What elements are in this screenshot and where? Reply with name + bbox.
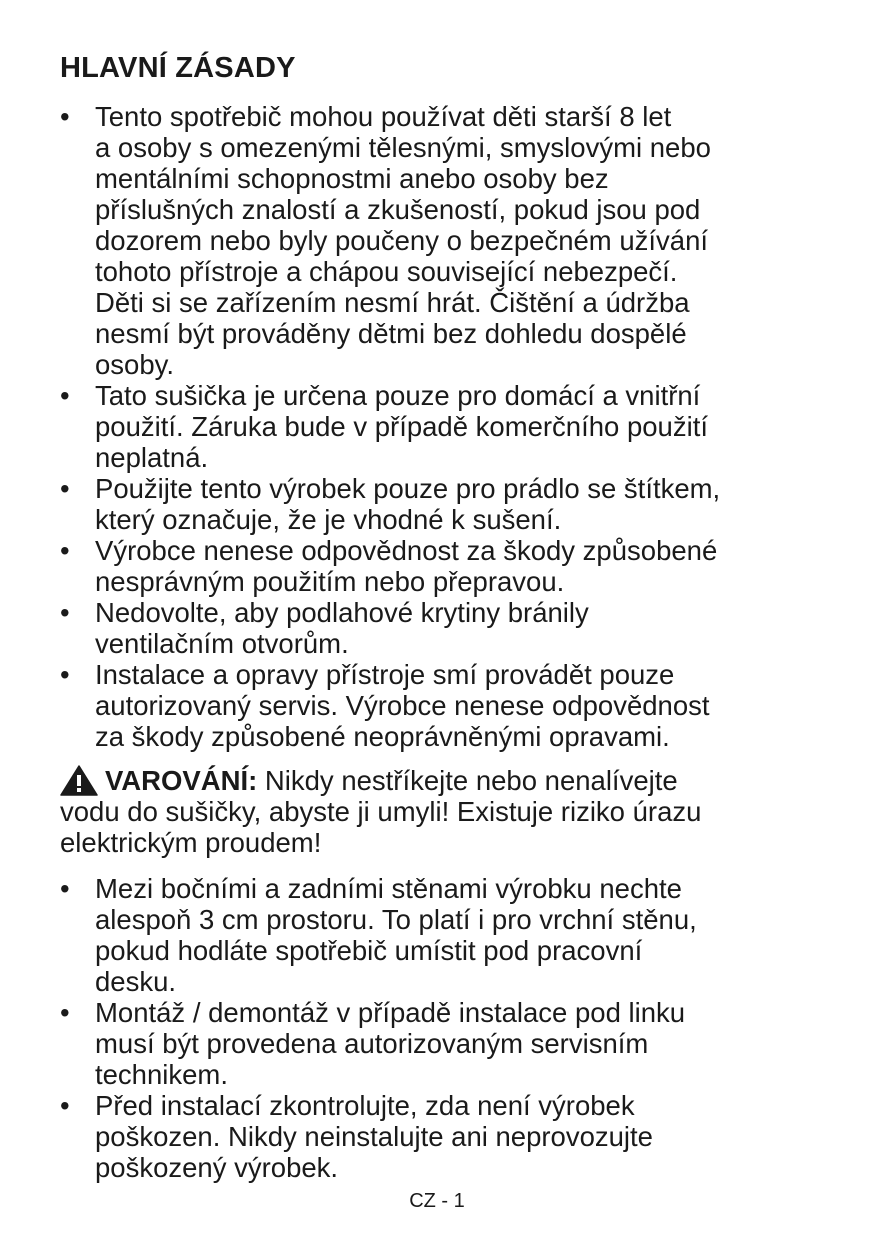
line: technikem. [95, 1059, 228, 1090]
warning-notice [60, 765, 840, 858]
page-heading: HLAVNÍ ZÁSADY [60, 52, 296, 84]
list-item [60, 659, 840, 752]
line: a osoby s omezenými tělesnými, smyslovými nebo [95, 132, 711, 163]
line: Děti si se zařízením nesmí hrát. Čištění a údržba [95, 287, 690, 318]
line: mentálními schopnostmi anebo osoby bez [95, 163, 609, 194]
line: ventilačním otvorům. [95, 628, 349, 659]
safety-list-1 [60, 101, 840, 752]
line: poškozený výrobek. [95, 1152, 339, 1183]
line: neplatná. [95, 442, 209, 473]
list-item [60, 1090, 840, 1183]
line: dozorem nebo byly poučeny o bezpečném užívání [95, 225, 709, 256]
line: Nedovolte, aby podlahové krytiny bránily [95, 597, 589, 628]
bullet-icon: • [60, 997, 70, 1028]
line: za škody způsobené neoprávněnými opravami. [95, 721, 670, 752]
line: osoby. [95, 349, 174, 380]
list-item [60, 997, 840, 1090]
list-item [60, 380, 840, 473]
bullet-icon: • [60, 659, 70, 690]
line: elektrickým proudem! [60, 827, 322, 858]
list-item [60, 473, 840, 535]
line: vodu do sušičky, abyste ji umyli! Existuje riziko úrazu [60, 796, 702, 827]
line: Použijte tento výrobek pouze pro prádlo se štítkem, [95, 473, 721, 504]
bullet-icon: • [60, 473, 70, 504]
line: použití. Záruka bude v případě komerčního použití [95, 411, 708, 442]
warning-label: VAROVÁNÍ: [105, 765, 258, 796]
line: Nikdy nestříkejte nebo nenalívejte [257, 765, 678, 796]
line: nesmí být prováděny dětmi bez dohledu dospělé [95, 318, 687, 349]
line: poškozen. Nikdy neinstalujte ani neprovozujte [95, 1121, 653, 1152]
line: pokud hodláte spotřebič umístit pod pracovní [95, 935, 643, 966]
line: který označuje, že je vhodné k sušení. [95, 504, 562, 535]
list-item [60, 873, 840, 997]
warning-triangle-icon [60, 765, 98, 796]
bullet-icon: • [60, 101, 70, 132]
line: autorizovaný servis. Výrobce nenese odpovědnost [95, 690, 710, 721]
line: Před instalací zkontrolujte, zda není výrobek [95, 1090, 635, 1121]
line: nesprávným použitím nebo přepravou. [95, 566, 565, 597]
bullet-icon: • [60, 873, 70, 904]
line: desku. [95, 966, 177, 997]
line: Tento spotřebič mohou používat děti starší 8 let [95, 101, 672, 132]
list-item [60, 535, 840, 597]
line: alespoň 3 cm prostoru. To platí i pro vrchní stěnu, [95, 904, 697, 935]
bullet-icon: • [60, 535, 70, 566]
line: Výrobce nenese odpovědnost za škody způsobené [95, 535, 718, 566]
line: musí být provedena autorizovaným servisním [95, 1028, 649, 1059]
page-number: CZ - 1 [409, 1190, 465, 1212]
bullet-icon: • [60, 380, 70, 411]
bullet-icon: • [60, 1090, 70, 1121]
line: Montáž / demontáž v případě instalace pod linku [95, 997, 686, 1028]
line: tohoto přístroje a chápou související nebezpečí. [95, 256, 678, 287]
line: Tato sušička je určena pouze pro domácí a vnitřní [95, 380, 701, 411]
line: Mezi bočními a zadními stěnami výrobku nechte [95, 873, 682, 904]
line: příslušných znalostí a zkušeností, pokud jsou pod [95, 194, 701, 225]
list-item [60, 597, 840, 659]
safety-list-2 [60, 873, 840, 1183]
list-item [60, 101, 840, 380]
line: Instalace a opravy přístroje smí provádět pouze [95, 659, 675, 690]
bullet-icon: • [60, 597, 70, 628]
